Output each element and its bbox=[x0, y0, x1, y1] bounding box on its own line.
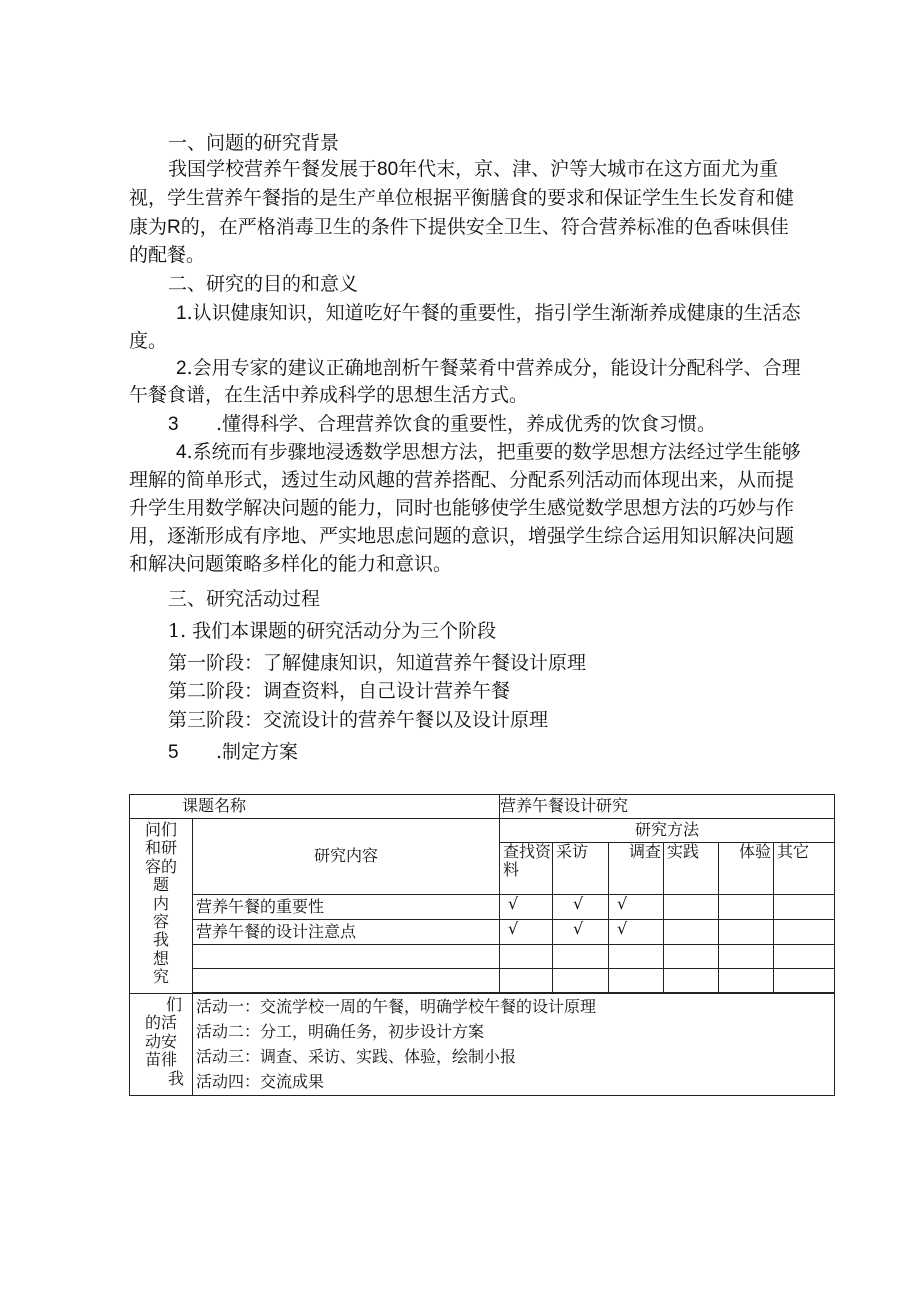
paragraph-line: 康为R的，在严格消毒卫生的条件下提供安全卫生、符合营养标准的色香味俱佳 bbox=[129, 216, 789, 238]
activity-item: 活动二：分工，明确任务，初步设计方案 bbox=[196, 1022, 485, 1041]
side-label-content: 问们 和研 容的 题 内 容 我 想 究 bbox=[130, 819, 193, 994]
paragraph-line: 用，逐渐形成有序地、严实地思虑问题的意识，增强学生综合运用知识解决问题 bbox=[129, 525, 795, 547]
paragraph-line: 我国学校营养午餐发展于80年代末，京、津、沪等大城市在这方面尤为重 bbox=[168, 158, 779, 180]
check-mark: √ bbox=[573, 919, 584, 938]
list-item: 2.会用专家的建议正确地剖析午餐菜肴中营养成分，能设计分配科学、合理 bbox=[176, 357, 801, 379]
paragraph-line: 视，学生营养午餐指的是生产单位根据平衡膳食的要求和保证学生生长发育和健 bbox=[129, 187, 795, 209]
stage-line: 第一阶段：了解健康知识，知道营养午餐设计原理 bbox=[168, 652, 587, 674]
check-mark: √ bbox=[508, 894, 519, 913]
list-item: 4.系统而有步骤地浸透数学思想方法，把重要的数学思想方法经过学生能够 bbox=[176, 441, 801, 463]
table-row bbox=[130, 920, 835, 945]
activity-item: 活动一：交流学校一周的午餐，明确学校午餐的设计原理 bbox=[196, 997, 597, 1016]
topic-value-cell: 营养午餐设计研究 bbox=[500, 795, 835, 819]
paragraph-line: 理解的简单形式，透过生动风趣的营养搭配、分配系列活动而体现出来，从而提 bbox=[129, 469, 795, 491]
paragraph-line: 度。 bbox=[129, 330, 168, 352]
list-item: 3 .懂得科学、合理营养饮食的重要性，养成优秀的饮食习惯。 bbox=[168, 413, 717, 435]
activities-cell bbox=[193, 994, 835, 1096]
paragraph-line: 和解决问题策略多样化的能力和意识。 bbox=[129, 553, 453, 575]
check-mark: √ bbox=[508, 919, 519, 938]
check-mark: √ bbox=[573, 894, 584, 913]
stage-line: 第二阶段：调查资料，自己设计营养午餐 bbox=[168, 680, 511, 702]
section-heading-2: 二、研究的目的和意义 bbox=[168, 273, 359, 295]
method-header-0: 查找资料 bbox=[500, 843, 553, 895]
section-heading-3: 三、研究活动过程 bbox=[168, 588, 321, 610]
section-heading-1: 一、问题的研究背景 bbox=[168, 132, 340, 154]
activity-item: 活动四：交流成果 bbox=[196, 1072, 325, 1091]
topic-label-cell: 课题名称 bbox=[130, 795, 500, 819]
research-plan-table bbox=[129, 794, 835, 1096]
paragraph-line: 升学生用数学解决问题的能力，同时也能够使学生感觉数学思想方法的巧妙与作 bbox=[129, 497, 795, 519]
content-cell: 营养午餐的重要性 bbox=[196, 897, 325, 916]
table-row bbox=[130, 895, 835, 920]
method-header-5: 其它 bbox=[774, 843, 835, 895]
paragraph-line: 的配餐。 bbox=[129, 244, 206, 266]
content-header: 研究内容 bbox=[193, 819, 500, 895]
content-cell: 营养午餐的设计注意点 bbox=[196, 922, 357, 941]
table-row bbox=[130, 945, 835, 969]
method-header-4: 体验 bbox=[719, 843, 774, 895]
method-header-3: 实践 bbox=[664, 843, 719, 895]
list-item: 5 .制定方案 bbox=[168, 741, 299, 763]
methods-header: 研究方法 bbox=[500, 819, 835, 843]
list-item: 1.认识健康知识，知道吃好午餐的重要性，指引学生渐渐养成健康的生活态 bbox=[176, 302, 801, 324]
method-header-2: 调查 bbox=[609, 843, 664, 895]
paragraph-line: 午餐食谱，在生活中养成科学的思想生活方式。 bbox=[129, 384, 529, 406]
side-label-activities: 们 的活 动安 苗徘 我 bbox=[130, 994, 193, 1096]
method-header-1: 采访 bbox=[553, 843, 609, 895]
list-item: 1. 我们本课题的研究活动分为三个阶段 bbox=[168, 620, 497, 642]
stage-line: 第三阶段：交流设计的营养午餐以及设计原理 bbox=[168, 709, 549, 731]
check-mark: √ bbox=[617, 894, 628, 913]
table-row bbox=[130, 969, 835, 993]
activity-item: 活动三：调查、采访、实践、体验，绘制小报 bbox=[196, 1047, 517, 1066]
check-mark: √ bbox=[617, 919, 628, 938]
